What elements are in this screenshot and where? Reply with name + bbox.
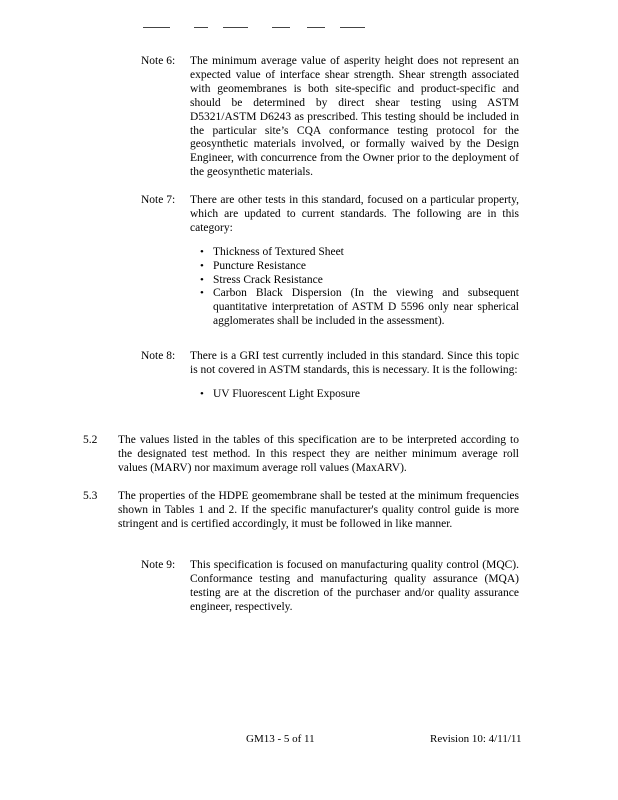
footer-revision: Revision 10: 4/11/11 (430, 733, 522, 745)
note-9 (141, 559, 519, 615)
note-text: There are other tests in this standard, focused on a particular property, which are updated to current standards. The following are in this category: (190, 194, 519, 234)
note-7 (141, 194, 519, 329)
section-5-3 (83, 490, 519, 532)
section-text: The values listed in the tables of this specification are to be interpreted according to the designated test method. In this respect they are neither minimum average roll values (MARV) nor maximum average roll values (MaxARV). (118, 434, 519, 474)
note-text: This specification is focused on manufacturing quality control (MQC). Conformance testing and manufacturing quality assurance (MQA) testing are at the discretion of the purchaser and/or quality assurance engineer, respectively. (190, 559, 519, 613)
section-number: 5.3 (83, 490, 98, 502)
list-item: • Thickness of Textured Sheet (190, 246, 519, 260)
note-label: Note 8: (141, 350, 176, 362)
note-label: Note 9: (141, 559, 176, 571)
note-6 (141, 55, 519, 180)
section-number: 5.2 (83, 434, 98, 446)
section-5-2 (83, 434, 519, 476)
list-item: • Carbon Black Dispersion (In the viewing and subsequent quantitative interpretation of ASTM D 5596 only near spherical agglomerates shall be included in the assessment). (190, 287, 519, 329)
note-text: There is a GRI test currently included in this standard. Since this topic is not covered in ASTM standards, this is necessary. It is the following: (190, 350, 519, 376)
list-item: • Puncture Resistance (190, 260, 519, 274)
footer-page-number: GM13 - 5 of 11 (246, 733, 315, 745)
note-8 (141, 350, 519, 402)
list-item: • UV Fluorescent Light Exposure (190, 388, 519, 402)
list-item: • Stress Crack Resistance (190, 274, 519, 288)
note-label: Note 7: (141, 194, 176, 206)
bullet-list (141, 388, 519, 402)
note-text: The minimum average value of asperity height does not represent an expected value of interface shear strength. Shear strength associated with geomembranes is both site-specific and product-specific and should be determined by direct shear testing using ASTM D5321/ASTM D6243 as prescribed. This testing should be included in the particular site’s CQA conformance testing protocol for the geosynthetic materials involved, or formally waived by the Design Engineer, with concurrence from the Owner prior to the deployment of the geosynthetic materials. (190, 55, 519, 179)
bullet-list (141, 246, 519, 329)
cropped-table-bottom-border (0, 27, 618, 29)
note-label: Note 6: (141, 55, 176, 67)
section-text: The properties of the HDPE geomembrane shall be tested at the minimum frequencies shown in Tables 1 and 2. If the specific manufacturer's quality control guide is more stringent and is certified accordingly, it must be followed in like manner. (118, 490, 519, 530)
